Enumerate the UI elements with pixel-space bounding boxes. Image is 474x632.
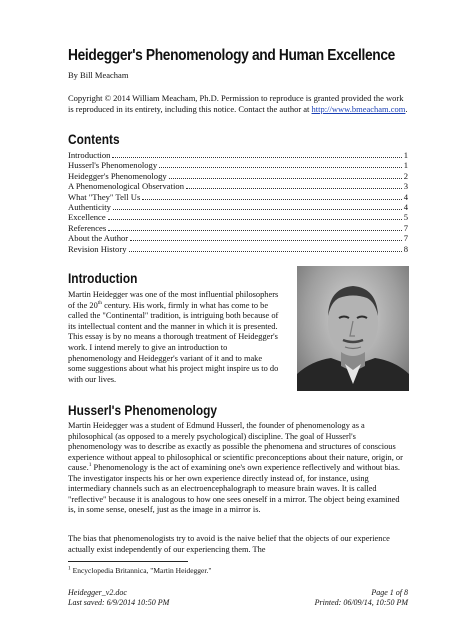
toc-label: Revision History [68,243,127,254]
footer-last-saved: Last saved: 6/9/2014 10:50 PM [68,598,170,607]
toc-label: A Phenomenological Observation [68,181,184,192]
toc-page: 5 [403,212,408,223]
toc-label: About the Author [68,233,129,244]
toc-entry[interactable] [68,233,408,243]
toc-label: Introduction [68,150,111,160]
contents-heading: Contents [68,131,120,147]
toc-page: 4 [403,191,408,202]
document-title: Heidegger's Phenomenology and Human Excellence [68,47,395,64]
husserl-text-start: Martin Heidegger was a student of Edmund Husserl, the founder of phenomenology as a philosophical (as opposed to a merely psychological) discipline. The goal of Husserl's phenomenology was to describe as exactly as possible the phenomena and structures of conscious experience without appeal to philosophical or scientific preconceptions about their nature, origin, or cause. [68,421,403,472]
toc-page: 7 [403,222,408,233]
toc-entry[interactable] [68,181,408,191]
toc-page: 1 [403,150,408,160]
toc-label: References [68,222,107,233]
toc-entry[interactable] [68,150,408,160]
toc-label: Excellence [68,212,106,223]
toc-label: What "They" Tell Us [68,191,141,202]
ordinal-superscript: th [97,299,103,306]
toc-leader [186,182,402,189]
toc-page: 3 [403,181,408,192]
portrait-illustration [297,266,409,391]
toc-page: 2 [403,170,408,181]
footer-filename: Heidegger_v2.doc [68,588,127,597]
footnote-number: 1 [68,565,71,572]
toc-leader [159,161,402,168]
toc-page: 4 [403,201,408,212]
introduction-paragraph [68,290,280,385]
author-website-link[interactable]: http://www.bmeacham.com [311,103,406,114]
toc-leader [108,224,402,231]
footer-page-number: Page 1 of 8 [371,588,408,597]
toc-label: Authenticity [68,201,111,212]
toc-page: 1 [403,160,408,171]
husserl-text-rest: Phenomenology is the act of examining one's own experience reflectively and without bias. The investigator inspects his or her own experience directly instead of, for instance, using intermediary channels such as an electroencephalograph to measure brain waves. It is called "reflective" because it is analogous to how one sees oneself in a mirror. The object being examined is, in some sense, oneself, just as the image in a mirror is. [68,463,400,514]
husserl-heading: Husserl's Phenomenology [68,402,217,418]
bias-paragraph: The bias that phenomenologists try to avoid is the naive belief that the objects of our experience actually exist independently of our experiencing them. The [68,534,390,554]
toc-leader [129,245,402,252]
copyright-notice [68,93,408,114]
toc-entry[interactable] [68,244,408,254]
intro-text-rest: century. His work, firmly in what has come to be called the "Continental" tradition, is intriguing both because of its intellectual content and the manner in which it is presented. This essay is by no means a thorough treatment of Heidegger's work. I intend merely to give an introduction to phenomenology and Heidegger's variant of it and to make some suggestions about what his project might inspire us to do with our lives. [68,300,279,384]
footer-line-2 [68,598,408,607]
toc-leader [169,172,402,179]
toc-page: 7 [403,233,408,244]
toc-entry[interactable] [68,192,408,202]
toc-leader [108,213,402,220]
author-line: By Bill Meacham [68,70,129,80]
toc-label: Husserl's Phenomenology [68,160,158,171]
footer-printed: Printed: 06/09/14, 10:50 PM [314,598,408,607]
footnote-reference[interactable]: 1 [88,462,92,469]
footnote-text: Encyclopedia Britannica, "Martin Heidegger." [70,566,212,575]
footnote [68,566,211,575]
copyright-tail: . [405,103,408,114]
toc-leader [130,234,402,241]
toc-entry[interactable] [68,171,408,181]
table-of-contents [68,150,408,254]
toc-label: Heidegger's Phenomenology [68,170,167,181]
toc-entry[interactable] [68,223,408,233]
heidegger-portrait-image [297,266,409,391]
introduction-heading: Introduction [68,270,138,286]
toc-entry[interactable] [68,160,408,170]
toc-entry[interactable] [68,202,408,212]
footer-line-1 [68,588,408,597]
toc-leader [112,151,401,158]
toc-leader [142,193,401,200]
toc-entry[interactable] [68,212,408,222]
copyright-text: Copyright © 2014 William Meacham, Ph.D. Permission to reproduce is granted provided the work is reproduced in its entirety, including this notice. Contact the author at [68,93,404,114]
toc-leader [113,203,402,210]
intro-text-start: Martin Heidegger was one of the most influential philosophers of the 20 [68,290,279,310]
footnote-separator [68,561,188,562]
husserl-paragraph [68,421,408,516]
toc-page: 8 [403,243,408,254]
